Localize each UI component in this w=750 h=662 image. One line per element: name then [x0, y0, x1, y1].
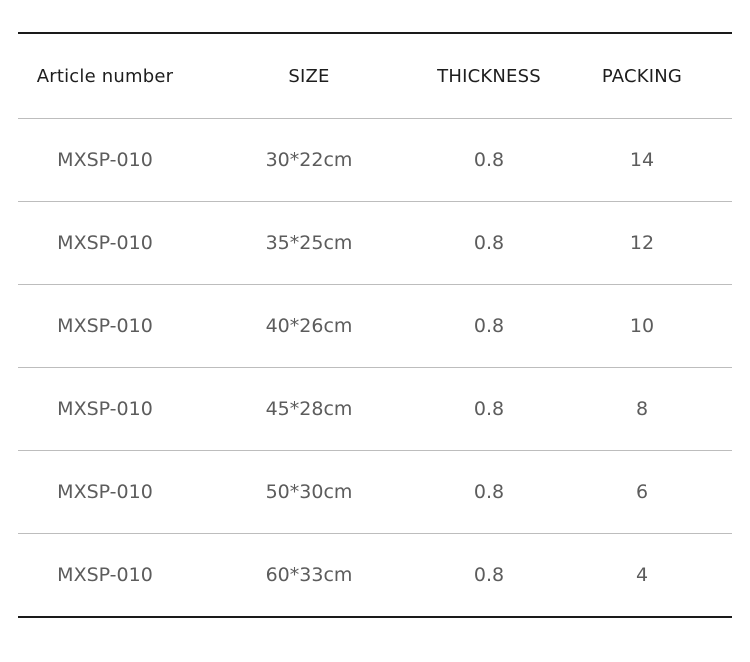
cell-thickness: 0.8 — [473, 315, 505, 337]
cell-packing: 8 — [635, 398, 649, 420]
cell-article-number: MXSP-010 — [57, 149, 153, 171]
table-row — [18, 451, 732, 534]
header-thickness: THICKNESS — [437, 65, 541, 87]
cell-article-number: MXSP-010 — [57, 315, 153, 337]
cell-thickness: 0.8 — [473, 149, 505, 171]
table-header-row — [18, 34, 732, 119]
cell-article-number: MXSP-010 — [57, 564, 153, 586]
table-row — [18, 202, 732, 285]
cell-article-number: MXSP-010 — [57, 481, 153, 503]
cell-size: 30*22cm — [265, 149, 353, 171]
cell-packing: 14 — [629, 149, 655, 171]
header-size: SIZE — [288, 65, 330, 87]
cell-thickness: 0.8 — [473, 564, 505, 586]
cell-packing: 12 — [629, 232, 655, 254]
table-row — [18, 119, 732, 202]
cell-size: 60*33cm — [265, 564, 353, 586]
cell-size: 40*26cm — [265, 315, 353, 337]
cell-size: 50*30cm — [265, 481, 353, 503]
cell-article-number: MXSP-010 — [57, 232, 153, 254]
cell-thickness: 0.8 — [473, 232, 505, 254]
cell-thickness: 0.8 — [473, 481, 505, 503]
cell-packing: 4 — [635, 564, 649, 586]
cell-packing: 10 — [629, 315, 655, 337]
cell-thickness: 0.8 — [473, 398, 505, 420]
header-article-number: Article number — [36, 65, 174, 87]
cell-article-number: MXSP-010 — [57, 398, 153, 420]
table-row — [18, 368, 732, 451]
table-row — [18, 285, 732, 368]
spec-table — [18, 32, 732, 618]
cell-packing: 6 — [635, 481, 649, 503]
cell-size: 35*25cm — [265, 232, 353, 254]
cell-size: 45*28cm — [265, 398, 353, 420]
table-row — [18, 534, 732, 616]
header-packing: PACKING — [601, 65, 683, 87]
